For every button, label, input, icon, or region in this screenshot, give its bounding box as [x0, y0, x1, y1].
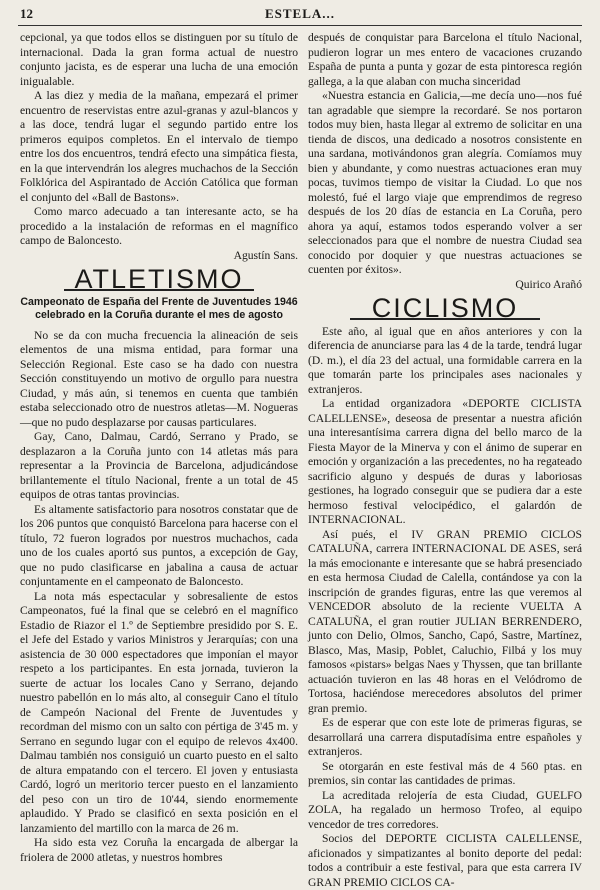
section-title-ciclismo: CICLISMO [350, 298, 540, 320]
page-number: 12 [20, 6, 33, 21]
paragraph: Es de esperar que con este lote de primeras figuras, se desarrollará una carrera disputadísima entre españoles y extranjeros. [308, 716, 582, 758]
paragraph: cepcional, ya que todos ellos se distinguen por su título de internacional. Dada la gran forma actual de nuestro conjunto jacista, es de esperar una lucha de una emoción inigualable. [20, 31, 298, 88]
signature: Quirico Arañó [515, 277, 582, 291]
paragraph: La nota más espectacular y sobresaliente de estos Campeonatos, fué la final que se celebró en el magnífico Estadio de Riazor el 1.º de Septiembre presidido por S. E. el Jefe del Estado y varios Ministros y Jerarquías; con una asistencia de 30 000 espectadores que imponían el mayor respeto a los participantes. En esta jornada, tuvieron la suerte de actuar los locales Cano y Serrano, dejando nuestro pabellón en lo más alto, al conseguir Cano el título de Campeón Nacional del Frente de Juventudes y recordman del mismo con un salto con pértiga de 3'45 m. y Serrano en segundo lugar con el equipo de relevos 4x400. Dalmau también nos consiguió un cuarto puesto en el salto de altura empatando con el tercero. El joven y entusiasta Cardó, logró un meritorio tercer puesto en el lanzamiento del peso con un tiro de 10'44, siendo enormemente aplaudido. Y Prado se clasificó en sexta posición en el lanzamiento del martillo con la marca de 26 m. [20, 589, 298, 835]
paragraph: Es altamente satisfactorio para nosotros constatar que de los 206 puntos que conquistó Barcelona para hacerse con el título, 72 fueron logrados por nuestros muchachos, cada uno de los cuales aportó sus puntos, a excepción de Gay, que no pudo clasificarse en jabalina a causa de actuar conjuntamente en el campeonato de Baloncesto. [20, 502, 298, 588]
paragraph: después de conquistar para Barcelona el título Nacional, pudieron lograr un mes entero de vacaciones cruzando España de punta a punta y gozar de esta pintoresca región gallega, a la que alaban con mucha sinceridad [308, 31, 582, 88]
paragraph: Se otorgarán en este festival más de 4 560 ptas. en premios, sin contar las cantidades de primas. [308, 759, 582, 787]
left-column [20, 31, 298, 865]
paragraph: No se da con mucha frecuencia la alineación de seis elementos de una misma entidad, para formar una Selección Regional. Este caso se ha dado con nuestra Sección constituyendo un motivo de orgullo para nuestra Ciudad, y más aún, si tenemos en cuenta que también estaba seleccionado otro de nuestros atletas—M. Nogueras—que no pudo desplazarse por causas particulares. [20, 328, 298, 429]
paragraph: Gay, Cano, Dalmau, Cardó, Serrano y Prado, se desplazaron a la Coruña junto con 14 atletas más para representar a la Provincia de Barcelona, adjudicándose brillantemente el título Nacional, frente a un total de 45 equipos de otras tantas provincias. [20, 430, 298, 501]
paragraph: Socios del DEPORTE CICLISTA CALELLENSE, aficionados y simpatizantes al bonito deporte del pedal: todos a contribuir a este festival, para que esta carrera IV GRAN PREMIO CICLOS CA- [308, 832, 582, 889]
magazine-title: ESTELA... [264, 6, 336, 21]
article-heading: Campeonato de España del Frente de Juventudes 1946 celebrado en la Coruña durante el mes de agosto [20, 295, 298, 321]
paragraph: Como marco adecuado a tan interesante acto, se ha procedido a la instalación de reformas en el magnífico campo de Baloncesto. [20, 205, 298, 247]
paragraph: Este año, al igual que en años anteriores y con la diferencia de anunciarse para las 4 de la tarde, tendrá lugar (D. m.), el día 23 del actual, una formidable carrera en la que tomarán parte los principales ases nacionales y extranjeros. [308, 324, 582, 396]
section-title-atletismo: ATLETISMO [64, 269, 254, 291]
paragraph: Así pués, el IV GRAN PREMIO CICLOS CATALUÑA, carrera INTERNACIONAL DE ASES, será la más emocionante e interesante que se habrá presenciado en esta hermosa Ciudad de Calella, contándose ya con la inscripción de grandes figuras, entre las que veremos al VENCEDOR absoluto de la reciente VUELTA A CATALUÑA, el gran routier JULIAN BERRENDERO, junto con Delio, Olmos, Sancho, Capó, Sastre, Martínez, Blasco, Mas, Masip, Poblet, Caluchio, Filbá y los muy famosos «pistars» belgas Naes y Thyssen, que tan brillante actuación tuvieron en las 48 horas en el Velódromo de Tortosa, haciéndose merecedores absolutos del primer gran premio. [308, 527, 582, 715]
paragraph: La entidad organizadora «DEPORTE CICLISTA CALELLENSE», deseosa de presentar a nuestra afición una interesantísima carrera digna del bello marco de la Fiesta Mayor de la Minerva y con el ánimo de superar en emoción y organización a las precedentes, no ha regateado sacrificio alguno y después de duras y laboriosas gestiones, ha logrado conseguir que se pudiera dar a este hermoso festival velocipédico, el galardón de INTERNACIONAL. [308, 397, 582, 526]
paragraph: A las diez y media de la mañana, empezará el primer encuentro de reservistas entre azul-granas y azul-blancos y a las doce, tendrá lugar el segundo partido entre los primeros equipos completos. En el intervalo de tiempo entre los dos encuentros, tendrá efecto una simpática fiesta, en la que intervendrán los alegres muchachos de la Sección Folklórica del Aspirantado de Acción Católica que forman el conjunto del «Ball de Bastons». [20, 89, 298, 204]
paragraph: Ha sido esta vez Coruña la encargada de albergar la friolera de 2000 atletas, y nuestros hombres [20, 836, 298, 864]
paragraph: «Nuestra estancia en Galicia,—me decía uno—nos fué tan agradable que siempre la recordaré. Se nos portaron todos muy bien, hasta llegar al extremo de solicitar en una tienda de discos, una dedicado a nosotros consistente en una sardana, motivándonos gran alegría. Comíamos muy bien y abundante, y como nuestras actuaciones eran muy pocas, tuvimos tiempo de visitar la Ciudad. Lo que nos molestó, fué el largo viaje que emprendimos de regreso después de los 20 días de estancia en La Coruña, pero ahora ya aquí, estamos todos esperando volver a ser seleccionados para que el nombre de nuestra Ciudad sea conocido por doquier y que nuestras actuaciones se cuenten por éxitos». [308, 89, 582, 276]
paragraph: La acreditada relojería de esta Ciudad, GUELFO ZOLA, ha regalado un hermoso Trofeo, al equipo vencedor de tres corredores. [308, 788, 582, 831]
right-column [308, 31, 582, 890]
header-rule [18, 25, 582, 26]
signature: Agustín Sans. [233, 248, 298, 262]
